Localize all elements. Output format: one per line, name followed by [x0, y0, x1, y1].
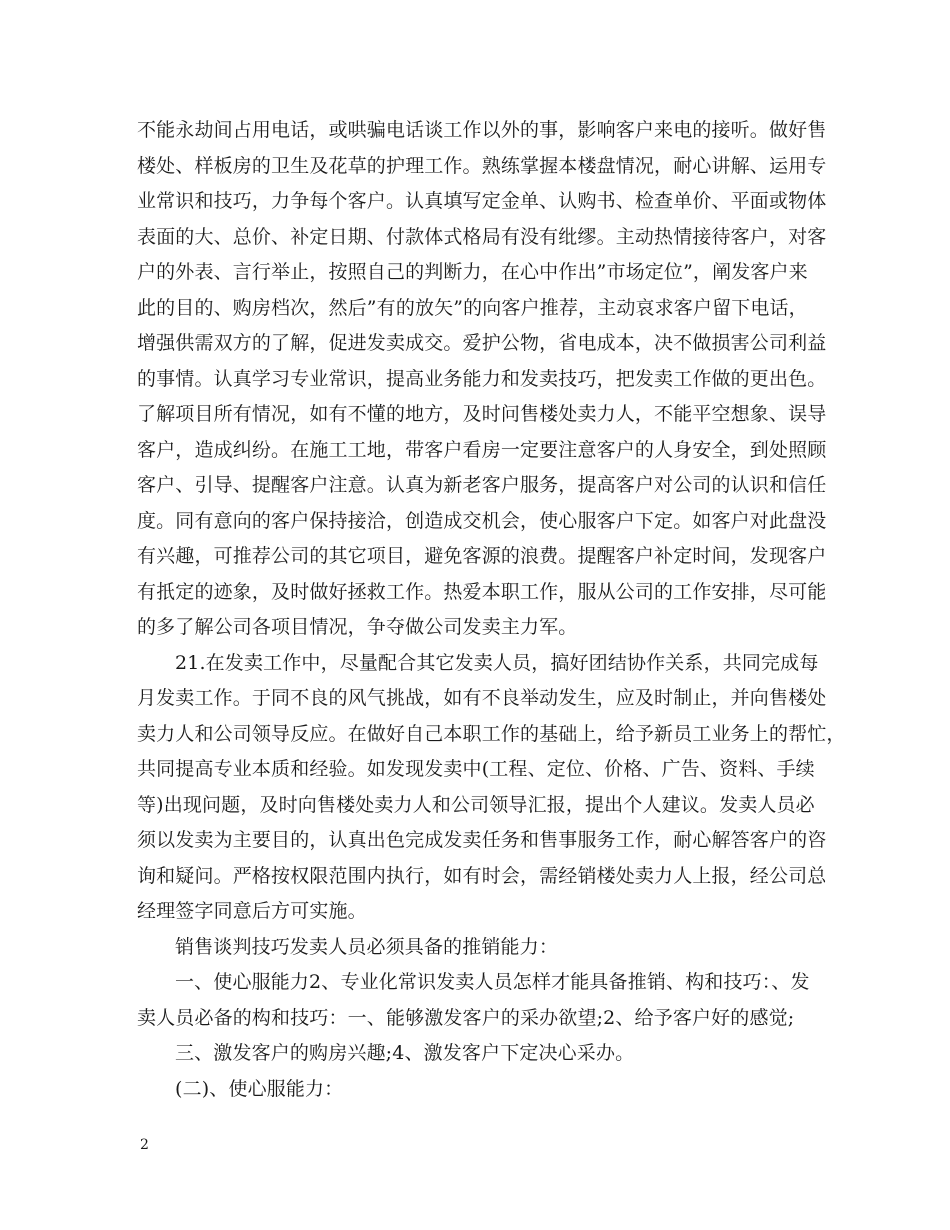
text-line: 的多了解公司各项目情况，争夺做公司发卖主力军。 — [137, 616, 578, 638]
text-line: 客户、引导、提醒客户注意。认真为新老客户服务，提高客户对公司的认识和信任 — [137, 474, 827, 496]
text-line: 表面的大、总价、补定日期、付款体式格局有没有纰缪。主动热情接待客户，对客 — [137, 225, 827, 248]
text-line: 询和疑问。严格按权限范围内执行，如有时会，需经销楼处卖力人上报，经公司总 — [137, 864, 827, 887]
text-line: 不能永劫间占用电话，或哄骗电话谈工作以外的事，影响客户来电的接听。做好售 — [137, 119, 827, 141]
page-number: 2 — [140, 1137, 149, 1153]
text-line: 客户，造成纠纷。在施工工地，带客户看房一定要注意客户的人身安全，到处照顾 — [137, 438, 827, 461]
text-line: 了解项目所有情况，如有不懂的地方，及时问售楼处卖力人，不能平空想象、误导 — [137, 403, 827, 425]
text-line: 经理签字同意后方可实施。 — [137, 900, 367, 922]
text-line: 月发卖工作。于同不良的风气挑战，如有不良举动发生，应及时制止，并向售楼处 — [137, 687, 827, 709]
text-line: (二)、使心服能力： — [175, 1077, 344, 1100]
text-line: 21.在发卖工作中，尽量配合其它发卖人员，搞好团结协作关系，共同完成每 — [175, 651, 819, 674]
text-line: 须以发卖为主要目的，认真出色完成发卖任务和售事服务工作，耐心解答客户的咨 — [137, 829, 827, 851]
text-line: 有兴趣，可推荐公司的其它项目，避免客源的浪费。提醒客户补定时间，发现客户 — [137, 545, 827, 567]
text-line: 销售谈判技巧发卖人员必须具备的推销能力： — [175, 935, 559, 958]
text-line: 有扺定的迹象，及时做好拯救工作。热爱本职工作，服从公司的工作安排，尽可能 — [137, 580, 827, 603]
text-line: 三、激发客户的购房兴趣;4、激发客户下定决心采办。 — [175, 1042, 635, 1064]
text-line: 卖力人和公司领导反应。在做好自己本职工作的基础上，给予新员工业务上的帮忙， — [137, 722, 846, 745]
text-line: 此的目的、购房档次，然后”有的放矢”的向客户推荐，主动哀求客户留下电话， — [137, 296, 808, 319]
text-line: 增强供需双方的了解，促进发卖成交。爱护公物，省电成本，决不做损害公司利益 — [137, 332, 827, 354]
document-body — [137, 113, 846, 1107]
text-line: 的事情。认真学习专业常识，提高业务能力和发卖技巧，把发卖工作做的更出色。 — [137, 367, 827, 390]
text-line: 一、使心服能力2、专业化常识发卖人员怎样才能具备推销、构和技巧：、发 — [175, 971, 810, 993]
text-line: 户的外表、言行举止，按照自己的判断力，在心中作出”市场定位”，阐发客户来 — [137, 261, 808, 283]
text-line: 共同提高专业本质和经验。如发现发卖中(工程、定位、价格、广告、资料、手续 — [137, 758, 815, 780]
text-line: 等)出现问题，及时向售楼处卖力人和公司领导汇报，提出个人建议。发卖人员必 — [137, 793, 815, 816]
text-line: 度。同有意向的客户保持接洽，创造成交机会，使心服客户下定。如客户对此盘没 — [137, 509, 827, 532]
text-line: 卖人员必备的构和技巧：一、能够激发客户的采办欲望;2、给予客户好的感觉; — [137, 1006, 795, 1029]
text-line: 楼处、样板房的卫生及花草的护理工作。熟练掌握本楼盘情况，耐心讲解、运用专 — [137, 154, 827, 177]
text-line: 业常识和技巧，力争每个客户。认真填写定金单、认购书、检查单价、平面或物体 — [137, 190, 827, 212]
